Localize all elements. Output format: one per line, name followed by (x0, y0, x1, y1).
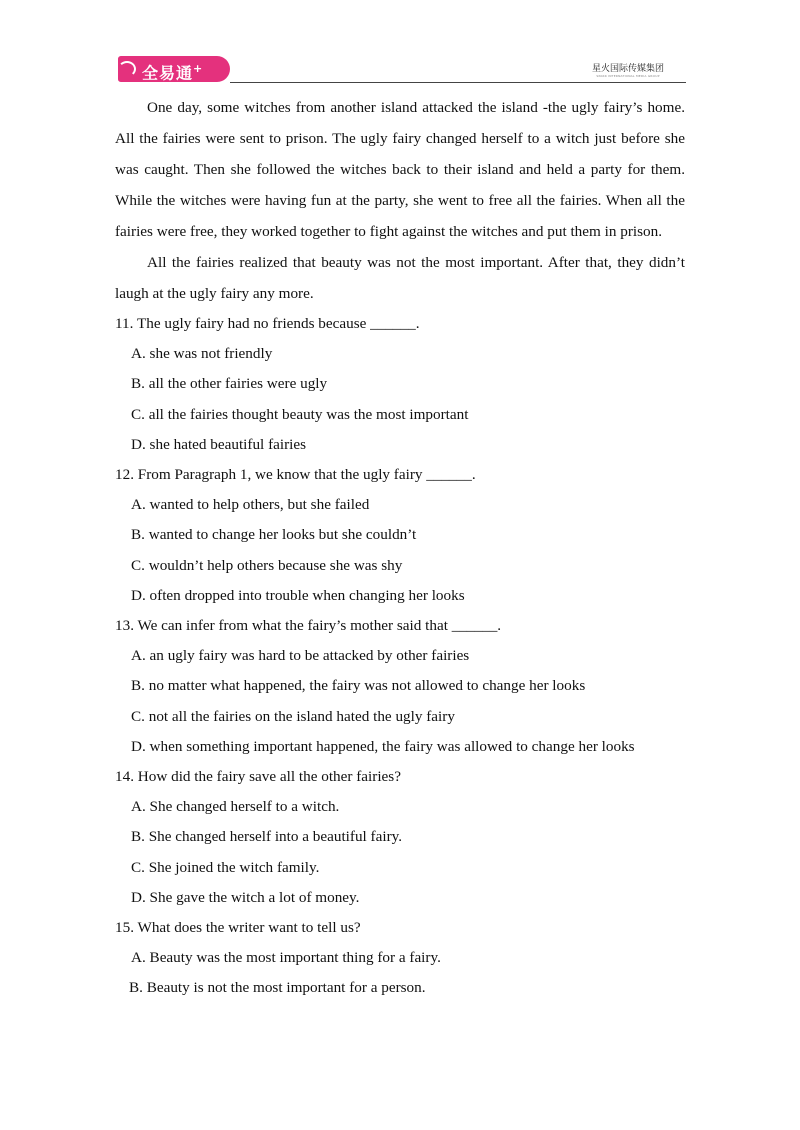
logo-text: 全易通 (142, 63, 194, 83)
answer-option: C. wouldn’t help others because she was shy (131, 556, 403, 574)
question-15 (115, 913, 685, 1004)
answer-option: C. She joined the witch family. (131, 858, 320, 876)
answer-option: C. not all the fairies on the island hated the ugly fairy (131, 707, 455, 725)
answer-option: A. she was not friendly (131, 345, 273, 363)
question-14 (115, 762, 685, 913)
question-stem: 15. What does the writer want to tell us? (115, 919, 361, 937)
document-body (115, 92, 685, 1004)
question-11 (115, 309, 685, 460)
question-13 (115, 611, 685, 762)
answer-option: B. no matter what happened, the fairy was not allowed to change her looks (131, 677, 586, 695)
answer-option: C. all the fairies thought beauty was the most important (131, 405, 469, 423)
answer-option: A. Beauty was the most important thing for a fairy. (131, 949, 441, 967)
answer-option: B. wanted to change her looks but she couldn’t (131, 526, 417, 544)
header-rule (230, 82, 686, 83)
question-stem: 11. The ugly fairy had no friends because ______. (115, 315, 420, 332)
answer-option: A. She changed herself to a witch. (131, 798, 340, 816)
passage-paragraph: All the fairies realized that beauty was not the most important. After that, they didn’t laugh at the ugly fairy any more. (115, 254, 685, 302)
question-stem: 14. How did the fairy save all the other fairies? (115, 768, 401, 786)
answer-option: B. Beauty is not the most important for a person. (129, 979, 426, 997)
answer-option: A. wanted to help others, but she failed (131, 496, 370, 514)
answer-option: D. often dropped into trouble when changing her looks (131, 586, 465, 604)
question-stem: 13. We can infer from what the fairy’s mother said that ______. (115, 617, 502, 635)
publisher-subtitle: SPARK INTERNATIONAL MEDIA GROUP (596, 74, 660, 78)
logo-swoosh-icon (118, 61, 136, 77)
publisher-name: 星火国际传媒集团 (591, 64, 664, 74)
publisher-mark (592, 64, 664, 78)
question-stem: 12. From Paragraph 1, we know that the ugly fairy ______. (115, 466, 476, 484)
answer-option: A. an ugly fairy was hard to be attacked by other fairies (131, 647, 470, 665)
answer-option: B. all the other fairies were ugly (131, 375, 328, 393)
brand-logo (118, 56, 230, 82)
answer-option: D. she hated beautiful fairies (131, 435, 307, 453)
answer-option: D. when something important happened, the fairy was allowed to change her looks (131, 737, 635, 755)
passage-paragraph: One day, some witches from another island attacked the island -the ugly fairy’s home. All the fairies were sent to prison. The ugly fairy changed herself to a witch just before she was caught. Then she followed the witches back to their island and held a party for them. While the witches were having fun at the party, she went to free all the fairies. When all the fairies were free, they worked together to fight against the witches and put them in prison. (115, 99, 685, 240)
page-header (118, 56, 686, 86)
question-12 (115, 460, 685, 611)
logo-plus: + (193, 62, 204, 75)
answer-option: D. She gave the witch a lot of money. (131, 888, 360, 906)
answer-option: B. She changed herself into a beautiful fairy. (131, 828, 403, 846)
